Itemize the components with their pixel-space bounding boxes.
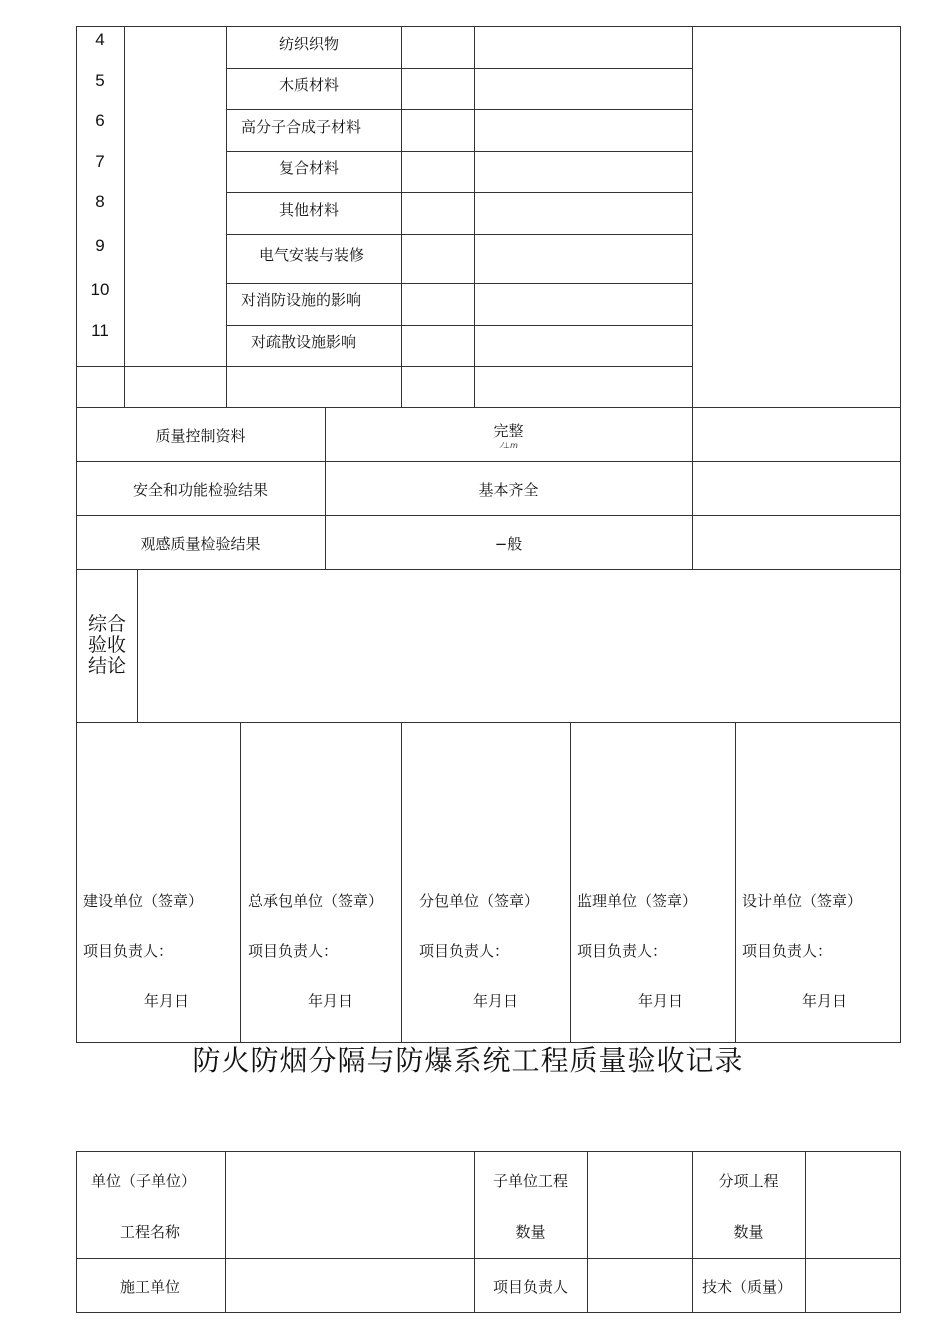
item-name: 对消防设施的影响 [241,291,362,309]
row-divider [226,68,692,69]
signature-date: 年月日 [473,992,519,1010]
signature-unit: 总承包单位（签章） [248,892,384,910]
col-divider [587,1151,588,1313]
item-name: 电气安装与装修 [259,246,365,264]
row-number: 11 [91,321,109,340]
signature-date: 年月日 [144,992,190,1010]
summary-label: 质量控制资料 [155,427,246,445]
signature-unit: 建设单位（签章） [83,892,204,910]
row-divider [76,366,692,367]
sub-unit-count-label: 子单位工程 [492,1172,568,1190]
row-divider [226,151,692,152]
signature-date: 年月日 [308,992,354,1010]
row-number: 4 [95,30,105,49]
col-divider [401,26,402,408]
row-number: 6 [95,111,105,130]
col-divider [692,26,693,408]
signature-person: 项目负责人： [248,942,339,960]
conclusion-box [76,569,901,723]
inspection-table [76,26,901,408]
col-divider [570,722,571,1043]
conclusion-label: 综合验收结论 [87,613,126,677]
signature-date: 年月日 [802,992,848,1010]
item-name: 其他材料 [279,201,340,219]
row-divider [76,515,901,516]
item-name: 对疏散设施影响 [251,333,357,351]
item-name: 木质材料 [279,76,340,94]
signature-person: 项目负责人： [83,942,174,960]
item-name: 复合材料 [279,159,340,177]
signature-unit: 设计单位（签章） [742,892,863,910]
sub-unit-count-label: 数量 [515,1223,546,1241]
item-name: 高分子合成子材料 [241,118,362,136]
col-divider [401,722,402,1043]
row-number: 8 [95,192,105,211]
unit-name-label: 单位（子单位） [91,1172,197,1190]
row-divider [226,283,692,284]
signature-person: 项目负责人： [742,942,833,960]
row-number: 7 [95,152,105,171]
row-divider [226,109,692,110]
col-divider [692,407,693,570]
row-divider [226,192,692,193]
summary-value: 基本齐全 [478,481,539,499]
summary-label: 安全和功能检验结果 [132,481,268,499]
row-number: 5 [95,71,105,90]
signature-person: 项目负责人： [577,942,668,960]
tech-quality-label: 技术（质量） [702,1278,793,1296]
page-title: 防火防烟分隔与防爆系统工程质量验收记录 [192,1044,744,1077]
summary-label: 观感质量检验结果 [140,535,261,553]
contractor-label: 施工单位 [120,1278,181,1296]
row-number: 9 [95,236,105,255]
row-divider [226,325,692,326]
summary-note: ﾉ⊥m [499,441,518,450]
unit-name-label: 工程名称 [120,1223,181,1241]
summary-value: −般 [494,535,523,553]
item-count-label: 分项丄程 [718,1172,779,1190]
col-divider [805,1151,806,1313]
col-divider [137,569,138,723]
signature-date: 年月日 [638,992,684,1010]
item-count-label: 数量 [733,1223,764,1241]
col-divider [225,1151,226,1313]
row-divider [76,1258,901,1259]
signature-unit: 监理单位（签章） [577,892,698,910]
manager-label: 项目负责人 [492,1278,568,1296]
col-divider [474,26,475,408]
row-number: 10 [90,280,110,299]
signature-person: 项目负责人： [419,942,510,960]
signature-unit: 分包单位（签章） [419,892,540,910]
col-divider [240,722,241,1043]
col-divider [124,26,125,408]
col-divider [735,722,736,1043]
summary-value: 完整 [493,422,524,440]
row-divider [226,234,692,235]
row-divider [76,461,901,462]
col-divider [226,26,227,408]
item-name: 纺织织物 [279,35,340,53]
